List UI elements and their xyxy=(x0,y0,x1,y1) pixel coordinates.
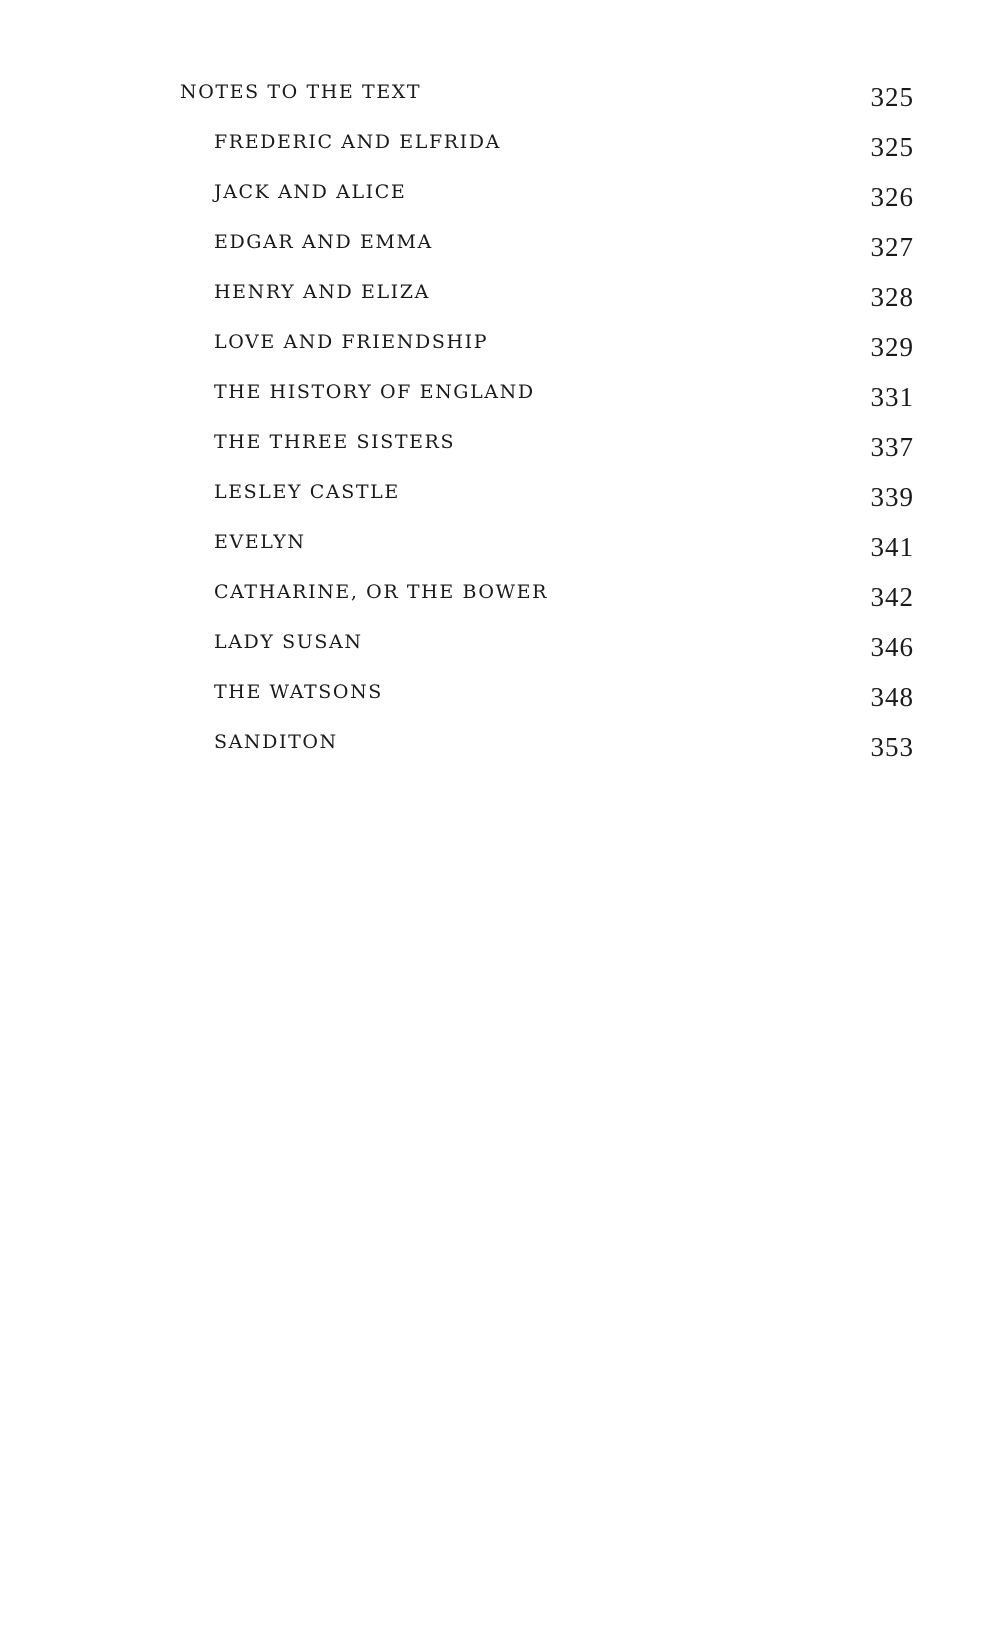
toc-heading-title: NOTES TO THE TEXT xyxy=(180,81,422,103)
toc-entry-title: THE THREE SISTERS xyxy=(214,431,456,453)
toc-entry-title: EVELYN xyxy=(214,531,306,553)
toc-entry-page: 346 xyxy=(870,632,914,662)
toc-entry-page: 325 xyxy=(870,132,914,162)
toc-entry xyxy=(0,580,1000,620)
toc-entry-title: LOVE AND FRIENDSHIP xyxy=(214,331,489,353)
toc-entry-title: LESLEY CASTLE xyxy=(214,481,400,503)
toc-entry-page: 353 xyxy=(870,732,914,762)
toc-heading-row xyxy=(0,80,1000,120)
toc-entry xyxy=(0,480,1000,520)
toc-entry xyxy=(0,230,1000,270)
toc-entry-page: 339 xyxy=(870,482,914,512)
toc-entry xyxy=(0,530,1000,570)
toc-entry xyxy=(0,730,1000,770)
toc-entry xyxy=(0,430,1000,470)
toc-entry-page: 331 xyxy=(870,382,914,412)
toc-heading-page: 325 xyxy=(870,82,914,112)
toc-entry-title: JACK AND ALICE xyxy=(214,181,407,203)
toc-entry-page: 341 xyxy=(870,532,914,562)
toc-entry-title: CATHARINE, OR THE BOWER xyxy=(214,581,549,603)
toc-entry-page: 348 xyxy=(870,682,914,712)
toc-entry xyxy=(0,130,1000,170)
toc-entry xyxy=(0,680,1000,720)
toc-entry xyxy=(0,180,1000,220)
toc-entry-title: SANDITON xyxy=(214,731,338,753)
toc-entry-page: 327 xyxy=(870,232,914,262)
toc-entry-page: 329 xyxy=(870,332,914,362)
toc-entry-page: 342 xyxy=(870,582,914,612)
toc-entry-title: THE HISTORY OF ENGLAND xyxy=(214,381,535,403)
toc-entry-title: HENRY AND ELIZA xyxy=(214,281,430,303)
toc-entry-title: THE WATSONS xyxy=(214,681,383,703)
toc-entry-page: 326 xyxy=(870,182,914,212)
toc-entry xyxy=(0,330,1000,370)
toc-entry xyxy=(0,380,1000,420)
toc-entry xyxy=(0,280,1000,320)
toc-entry-title: LADY SUSAN xyxy=(214,631,363,653)
toc-entry-page: 328 xyxy=(870,282,914,312)
toc-entry xyxy=(0,630,1000,670)
toc-entry-title: FREDERIC AND ELFRIDA xyxy=(214,131,501,153)
toc-entry-title: EDGAR AND EMMA xyxy=(214,231,433,253)
toc-entry-page: 337 xyxy=(870,432,914,462)
